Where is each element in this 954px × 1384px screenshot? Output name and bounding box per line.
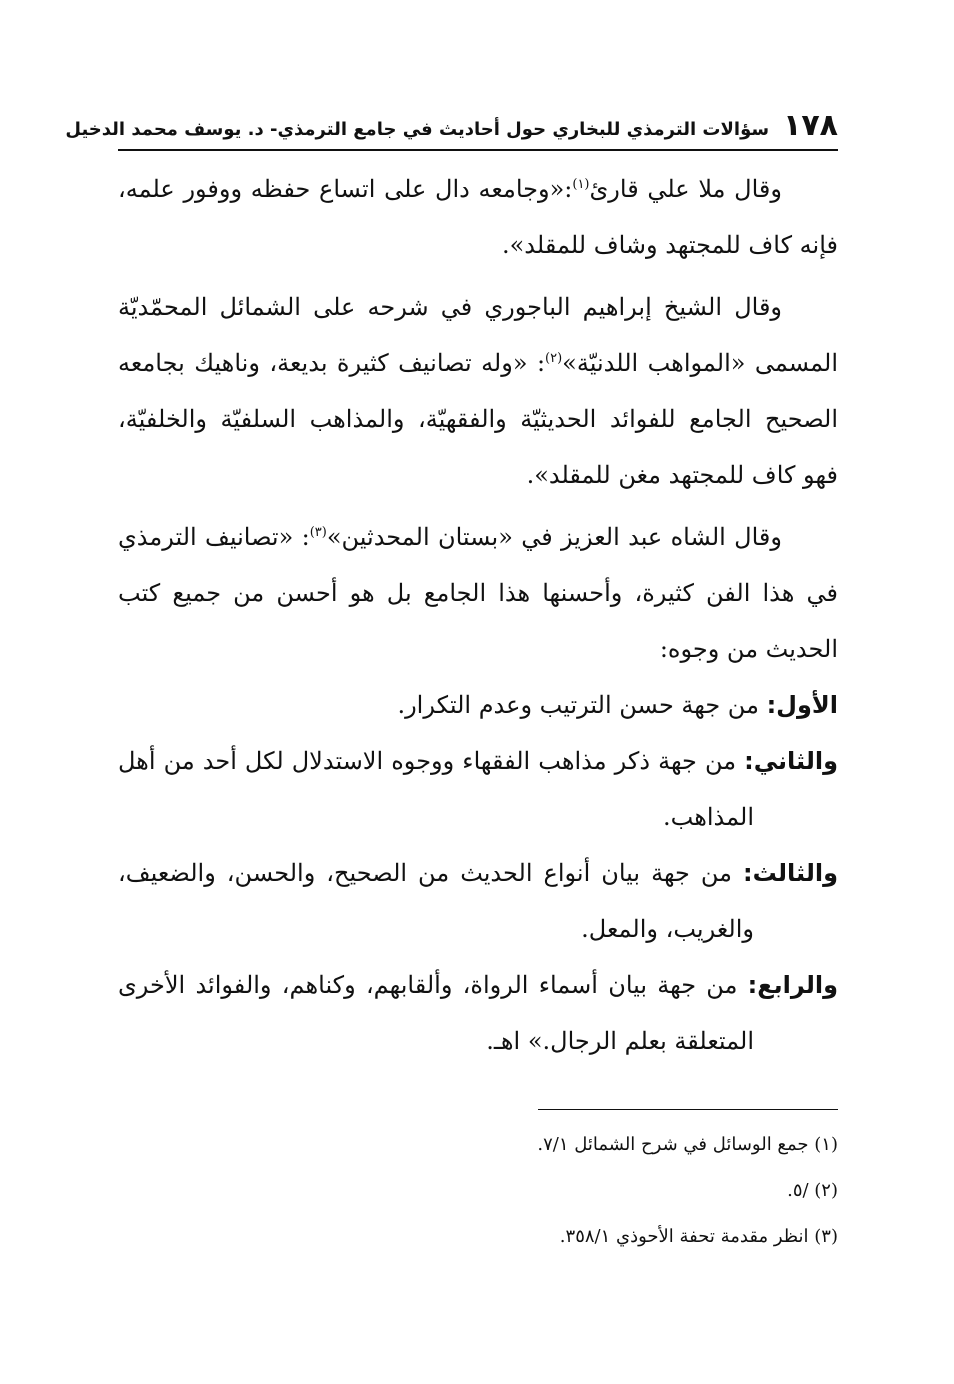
running-title: سؤالات الترمذي للبخاري حول أحاديث في جامع الترمذي- د. يوسف محمد الدخيل [65, 119, 770, 140]
paragraph-3 [118, 509, 838, 677]
paragraph-3-text-after: : «تصانيف الترمذي في هذا الفن كثيرة، وأحسنها هذا الجامع بل هو أحسن من جميع كتب الحديث من وجوه: [118, 523, 838, 663]
paragraph-2-text-before: وقال الشيخ إبراهيم الباجوري في شرحه على الشمائل المحمّديّة المسمى «المواهب اللدنيّة» [118, 293, 838, 377]
book-page [65, 108, 838, 1260]
list-item-third [118, 845, 838, 957]
page-header [65, 108, 838, 151]
footnote-ref-2: (٢) [545, 351, 563, 366]
list-item-label: والرابع: [747, 971, 838, 999]
list-item-label: والثاني: [744, 747, 838, 775]
footnote-2: (٢) /٥. [787, 1180, 838, 1201]
paragraph-3-text-before: وقال الشاه عبد العزيز في «بستان المحدثين» [326, 523, 782, 551]
paragraph-1-text-before: وقال ملا علي قارئ [589, 175, 782, 203]
footnote-ref-3: (٣) [309, 525, 327, 540]
list-item-label: والثالث: [743, 859, 838, 887]
list-item-fourth [118, 957, 838, 1069]
footnote-3: (٣) انظر مقدمة تحفة الأحوذي ٣٥٨/١. [559, 1226, 838, 1247]
page-number: ١٧٨ [783, 108, 838, 143]
list-item-text: من جهة حسن الترتيب وعدم التكرار. [397, 691, 767, 719]
footnote-1: (١) جمع الوسائل في شرح الشمائل ٧/١. [537, 1134, 838, 1155]
list-item-text: من جهة ذكر مذاهب الفقهاء ووجوه الاستدلال لكل أحد من أهل المذاهب. [118, 747, 754, 831]
main-text [118, 161, 838, 1069]
footnote-ref-1: (١) [572, 177, 590, 192]
footnotes [118, 1122, 838, 1260]
list-item-first [118, 677, 838, 733]
list-item-text: من جهة بيان أسماء الرواة، وألقابهم، وكناهم، والفوائد الأخرى المتعلقة بعلم الرجال.» اهـ. [118, 971, 754, 1055]
paragraph-2-text-after: : «وله تصانيف كثيرة بديعة، وناهيك بجامعه الصحيح الجامع للفوائد الحديثيّة والفقهيّة، والمذاهب السلفيّة والخلفيّة، فهو كاف للمجتهد مغن للمقلد». [118, 349, 838, 489]
list-item-label: الأول: [766, 691, 838, 719]
list-item-second [118, 733, 838, 845]
paragraph-2 [118, 279, 838, 503]
footnote-divider [538, 1109, 838, 1110]
paragraph-1-text-after: :«وجامعه دال على اتساع حفظه ووفور علمه، فإنه كاف للمجتهد وشاف للمقلد». [118, 175, 838, 259]
list-item-text: من جهة بيان أنواع الحديث من الصحيح، والحسن، والضعيف، والغريب، والمعل. [118, 859, 754, 943]
paragraph-1 [118, 161, 838, 273]
